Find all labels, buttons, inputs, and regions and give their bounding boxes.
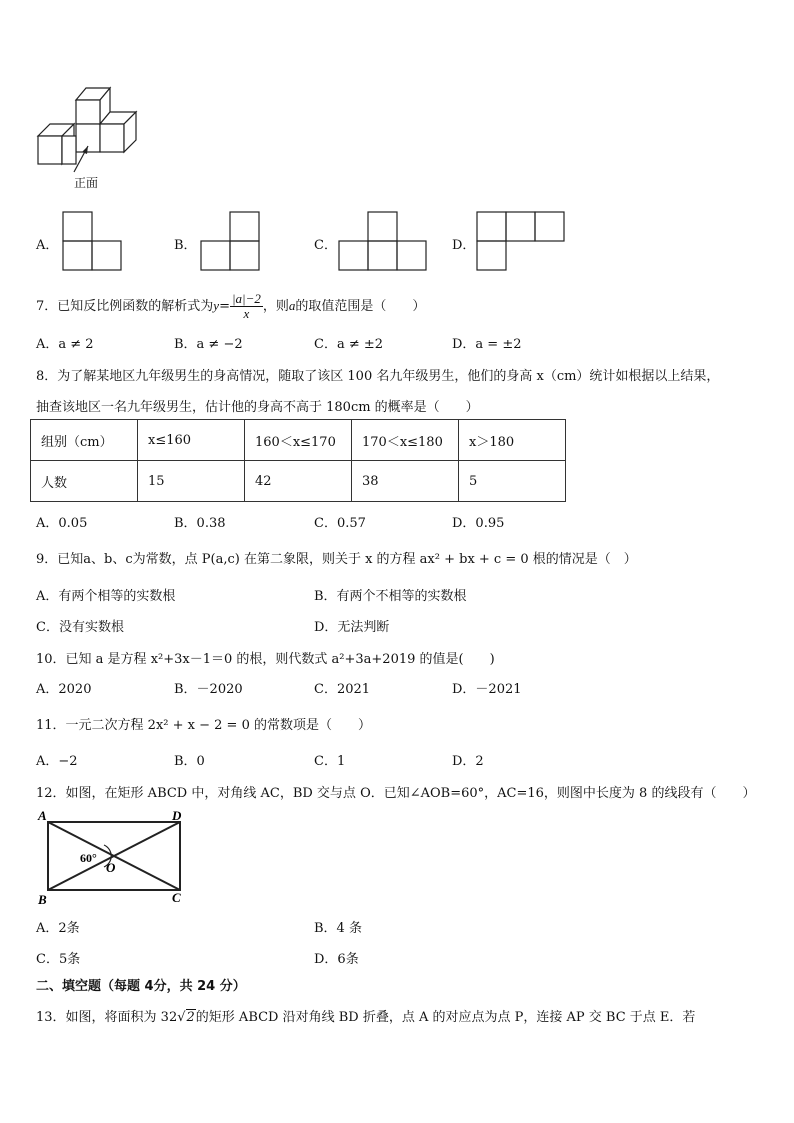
q7-option-a: A．a ≠ 2: [36, 337, 94, 352]
q9-option-d: D．无法判断: [314, 620, 390, 635]
q7-suffix-b: 的取值范围是（ ）: [295, 299, 426, 314]
q10-option-b: B．－2020: [174, 682, 243, 697]
question-11: 11．一元二次方程 2x² + x − 2 = 0 的常数项是（ ）: [36, 718, 371, 733]
q12-option-d: D．6条: [314, 952, 359, 967]
q11-option-c: C．1: [314, 754, 346, 769]
height-frequency-table: [30, 419, 566, 502]
question-8-line1: 8．为了解某地区九年级男生的身高情况，随取了该区 100 名九年级男生，他们的身高 x（cm）统计如根据以上结果，: [36, 369, 720, 384]
q13-prefix: 13．如图，将面积为 32: [36, 1010, 178, 1025]
rectangle-abcd-figure: [36, 808, 192, 906]
center-o-label: O: [106, 860, 116, 875]
q6-option-a-letter: A．: [36, 238, 59, 253]
q8-option-b: B．0.38: [174, 516, 226, 531]
q6-option-c-letter: C．: [314, 238, 337, 253]
vertex-b-label: B: [38, 892, 47, 906]
table-cell: 5: [459, 461, 566, 502]
table-header-cell: 170＜x≤180: [352, 420, 459, 461]
q7-option-b: B．a ≠ −2: [174, 337, 243, 352]
table-header-cell: 160＜x≤170: [245, 420, 352, 461]
table-cell: 人数: [31, 461, 138, 502]
q7-a: a: [288, 298, 296, 313]
q12-option-c: C．5条: [36, 952, 81, 967]
q6-option-a-figure: [62, 211, 124, 271]
section-title: 二、填空题（每题 4分，共 24 分）: [36, 979, 246, 994]
table-header-cell: x≤160: [138, 420, 245, 461]
q13-suffix: 的矩形 ABCD 沿对角线 BD 折叠，点 A 的对应点为点 P，连接 AP 交 BC 于点 E．若: [195, 1010, 696, 1025]
q7-y: y: [213, 298, 220, 313]
q6-option-d-figure: [476, 211, 566, 271]
table-row: [31, 461, 566, 502]
front-label: 正面: [74, 176, 99, 190]
q8-option-a: A．0.05: [36, 516, 88, 531]
q11-option-a: A．−2: [36, 754, 78, 769]
question-12: 12．如图，在矩形 ABCD 中，对角线 AC，BD 交与点 O．已知∠AOB=60°，AC=16，则图中长度为 8 的线段有（ ）: [36, 786, 756, 801]
q10-option-a: A．2020: [36, 682, 92, 697]
table-cell: 38: [352, 461, 459, 502]
table-row: [31, 420, 566, 461]
vertex-a-label: A: [38, 808, 47, 823]
q7-eq: =: [219, 299, 230, 314]
q7-option-d: D．a = ±2: [452, 337, 522, 352]
q7-denominator: x: [243, 306, 250, 321]
q12-option-b: B．4 条: [314, 921, 362, 936]
question-9: 9．已知a、b、c为常数，点 P(a,c) 在第二象限，则关于 x 的方程 ax² + bx + c = 0 根的情况是（ ）: [36, 552, 637, 567]
table-cell: 15: [138, 461, 245, 502]
q8-option-c: C．0.57: [314, 516, 366, 531]
q9-option-a: A．有两个相等的实数根: [36, 589, 176, 604]
q7-numerator: |a|−2: [231, 290, 261, 306]
table-header-cell: 组别（cm）: [31, 420, 138, 461]
q11-option-b: B．0: [174, 754, 205, 769]
question-10: 10．已知 a 是方程 x²+3x－1＝0 的根，则代数式 a²+3a+2019 的值是( ): [36, 652, 495, 667]
q6-option-b-letter: B．: [174, 238, 197, 253]
q9-option-b: B．有两个不相等的实数根: [314, 589, 467, 604]
q8-option-d: D．0.95: [452, 516, 505, 531]
table-header-cell: x＞180: [459, 420, 566, 461]
q7-fraction: [230, 292, 263, 322]
q13-sqrt-arg: 2: [186, 1010, 195, 1025]
vertex-c-label: C: [172, 890, 181, 905]
question-7: [36, 286, 425, 327]
question-8-line2: 抽查该地区一名九年级男生，估计他的身高不高于 180cm 的概率是（ ）: [36, 400, 479, 415]
q11-option-d: D．2: [452, 754, 484, 769]
q7-option-c: C．a ≠ ±2: [314, 337, 384, 352]
q7-suffix-a: ，则: [262, 299, 289, 314]
q10-option-c: C．2021: [314, 682, 371, 697]
question-13: [36, 1006, 695, 1025]
q6-option-c-figure: [338, 211, 428, 271]
table-cell: 42: [245, 461, 352, 502]
q7-prefix: 7．已知反比例函数的解析式为: [36, 299, 214, 314]
sqrt-symbol: √: [177, 1010, 186, 1025]
q12-option-a: A．2条: [36, 921, 80, 936]
q6-option-b-figure: [200, 211, 262, 271]
q6-option-d-letter: D．: [452, 238, 476, 253]
vertex-d-label: D: [172, 808, 182, 823]
angle-label: 60°: [80, 851, 97, 865]
q9-option-c: C．没有实数根: [36, 620, 124, 635]
q10-option-d: D．－2021: [452, 682, 522, 697]
